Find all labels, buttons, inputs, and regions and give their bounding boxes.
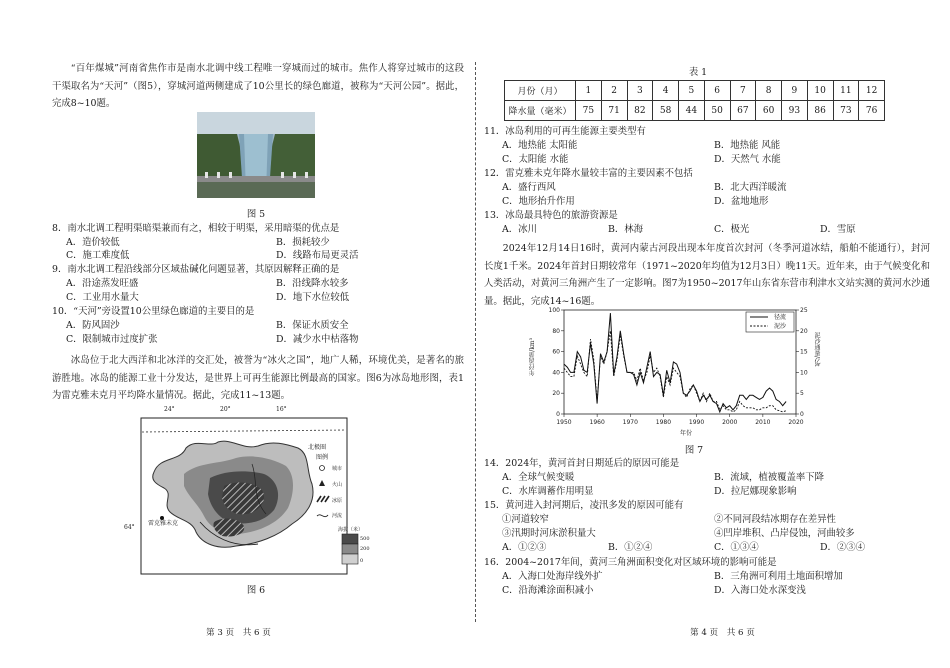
y-right-tick-label: 10: [800, 369, 808, 377]
x-axis-label: 年份: [680, 430, 693, 437]
table-cell-value: 58: [653, 101, 679, 121]
question-13-option-a[interactable]: A．冰川: [502, 224, 537, 235]
question-15-option-d[interactable]: D．②③④: [820, 542, 866, 553]
figure-6-iceland-map: [124, 404, 372, 576]
question-10-option-b[interactable]: B．保证水质安全: [276, 320, 349, 331]
question-9-option-a[interactable]: A．沿途蒸发旺盛: [66, 278, 139, 289]
longitude-label-20: 20°: [220, 406, 231, 413]
left-page-footer: 第 3 页 共 6 页: [206, 628, 271, 638]
table-header-month: 月份（月）: [505, 81, 576, 101]
question-12-option-a[interactable]: A．盛行西风: [502, 182, 556, 193]
legend-sediment-label: 泥沙: [774, 323, 787, 330]
table-cell-value: 73: [833, 101, 859, 121]
table-cell-month: 4: [653, 81, 679, 101]
table-cell-month: 3: [627, 81, 653, 101]
table-cell-value: 93: [782, 101, 808, 121]
table-1-title: 表 1: [688, 67, 708, 78]
question-16-stem: 16．2004~2017年间，黄河三角洲面积变化对区域环境的影响可能是: [484, 557, 777, 568]
y-left-tick-label: 60: [552, 348, 560, 356]
question-15-option-a[interactable]: A．①②③: [502, 542, 547, 553]
question-10-option-d[interactable]: D．减少水中枯落物: [276, 334, 359, 345]
question-13-option-c[interactable]: C．极光: [714, 224, 750, 235]
x-tick-label: 2020: [788, 419, 804, 426]
question-15-item-2: ②不同河段结冰期存在差异性: [714, 514, 836, 525]
figure-7-caption: 图 7: [684, 445, 704, 456]
question-10-option-c[interactable]: C．限制城市过度扩张: [66, 334, 158, 345]
table-cell-value: 67: [730, 101, 756, 121]
question-16-option-d[interactable]: D．入海口处水深变浅: [714, 585, 806, 596]
elevation-200: 200: [360, 546, 370, 552]
question-15-option-b[interactable]: B．①②④: [608, 542, 653, 553]
y-right-tick-label: 25: [800, 307, 808, 314]
x-tick-label: 2000: [722, 419, 738, 426]
question-8-option-d[interactable]: D．线路布局更灵活: [276, 250, 359, 261]
question-10-stem: 10．“天河”旁设置10公里绿色廊道的主要目的是: [52, 306, 255, 317]
question-16-option-a[interactable]: A．入海口处海岸线外扩: [502, 571, 603, 582]
table-cell-month: 10: [807, 81, 833, 101]
table-cell-value: 44: [679, 101, 705, 121]
y-left-tick-label: 80: [552, 327, 560, 335]
question-12-option-c[interactable]: C．地形抬升作用: [502, 196, 575, 207]
question-8-option-c[interactable]: C．施工难度低: [66, 250, 130, 261]
table-cell-month: 7: [730, 81, 756, 101]
table-row-months: [505, 81, 885, 101]
table-cell-value: 50: [704, 101, 730, 121]
question-10-option-a[interactable]: A．防风固沙: [66, 320, 120, 331]
y-left-tick-label: 100: [548, 307, 560, 314]
y-right-tick-label: 5: [800, 390, 804, 398]
question-12-option-d[interactable]: D．盆地地形: [714, 196, 769, 207]
y-left-tick-label: 40: [552, 369, 560, 377]
right-page-footer: 第 4 页 共 6 页: [690, 628, 755, 638]
question-14-option-d[interactable]: D．拉尼娜现象影响: [714, 486, 797, 497]
question-15-stem: 15．黄河进入封河期后，凌汛多发的原因可能有: [484, 500, 684, 511]
table-cell-value: 60: [756, 101, 782, 121]
question-15-option-c[interactable]: C．①③④: [714, 542, 759, 553]
table-cell-month: 12: [859, 81, 885, 101]
legend-runoff-label: 径流: [774, 314, 787, 321]
y-axis-left-label: 年径流量/km³: [529, 338, 536, 376]
intro-passage-tianhe: “百年煤城”河南省焦作市是南水北调中线工程唯一穿城而过的城市。焦作人将穿过城市的这段干渠取名为“天河”（图5），穿城河道两侧建成了10公里长的绿色廊道，被称为“天河公园”。据此，完成8~10题。: [52, 63, 464, 109]
elevation-legend-title: 海拔（米）: [338, 527, 364, 533]
question-15-item-1: ①河道较窄: [502, 514, 549, 525]
question-16-option-c[interactable]: C．沿海滩涂面积减小: [502, 585, 594, 596]
elevation-0: 0: [360, 558, 364, 564]
question-8-option-a[interactable]: A．造价较低: [66, 237, 120, 248]
legend-title: 图例: [316, 454, 329, 461]
y-left-tick-label: 0: [556, 411, 560, 418]
longitude-label-24: 24°: [164, 406, 175, 413]
question-14-option-b[interactable]: B．流域，植被覆盖率下降: [714, 472, 825, 483]
x-tick-label: 1990: [688, 419, 705, 426]
figure-5-photo: [197, 112, 315, 198]
table-header-precipitation: 降水量（毫米）: [505, 101, 576, 121]
precipitation-table: [504, 80, 885, 121]
question-11-option-a[interactable]: A．地热能 太阳能: [502, 140, 578, 151]
table-cell-value: 76: [859, 101, 885, 121]
runoff-sediment-chart: [542, 302, 842, 438]
y-left-tick-label: 20: [552, 390, 560, 398]
question-14-option-a[interactable]: A．全球气候变暖: [502, 472, 575, 483]
question-13-option-d[interactable]: D．雪原: [820, 224, 856, 235]
table-cell-month: 2: [601, 81, 627, 101]
table-cell-value: 86: [807, 101, 833, 121]
question-11-stem: 11．冰岛利用的可再生能源主要类型有: [484, 126, 646, 137]
question-9-option-c[interactable]: C．工业用水量大: [66, 292, 139, 303]
x-tick-label: 1960: [589, 419, 605, 426]
legend-glacier-label: 冰原: [332, 498, 343, 504]
x-tick-label: 1970: [622, 419, 638, 426]
question-9-option-b[interactable]: B．沿线降水较多: [276, 278, 349, 289]
legend-box: [746, 312, 794, 332]
latitude-label-64: 64°: [124, 524, 135, 531]
table-cell-month: 6: [704, 81, 730, 101]
y-right-tick-label: 15: [800, 348, 808, 356]
table-cell-value: 82: [627, 101, 653, 121]
page-divider: [475, 62, 476, 622]
elevation-500: 500: [360, 536, 370, 542]
table-cell-value: 75: [576, 101, 602, 121]
table-cell-value: 71: [601, 101, 627, 121]
x-tick-label: 2010: [755, 419, 771, 426]
question-12-stem: 12．雷克雅未克年降水量较丰富的主要因素不包括: [484, 168, 693, 179]
left-page: [0, 0, 474, 668]
question-15-item-3: ③汛期时河床淤积量大: [502, 528, 596, 539]
table-row-precipitation: [505, 101, 885, 121]
x-tick-label: 1980: [655, 419, 672, 426]
arctic-circle-label: 北极圈: [308, 444, 327, 451]
intro-passage-yellow-river: 2024年12月14日16时，黄河内蒙古河段出现本年度首次封河（冬季河道冰结，船舶不能通行），封河长度1千米。2024年首封日期较常年（1971~2020年均值为12月3日）晚11天。近年来，由于气候变化和人类活动，对黄河三角洲产生了一定影响。图7为1950~2017年山东省东营市利津水文站实测的黄河水沙通量。据此，完成14~16题。: [484, 243, 930, 307]
question-9-option-d[interactable]: D．地下水位较低: [276, 292, 350, 303]
legend-volcano-label: 火山: [332, 482, 343, 488]
longitude-label-16: 16°: [276, 406, 287, 413]
reykjavik-label: 雷克雅未克: [148, 520, 179, 527]
question-8-stem: 8．南水北调工程明渠暗渠兼而有之，相较于明渠，采用暗渠的优点是: [52, 223, 340, 234]
y-axis-right-label: 泥沙通量/亿t: [813, 332, 820, 367]
question-13-stem: 13．冰岛最具特色的旅游资源是: [484, 210, 618, 221]
y-right-tick-label: 20: [800, 327, 808, 335]
question-15-item-4: ④凹岸堆积、凸岸侵蚀，河曲较多: [714, 528, 855, 539]
question-14-stem: 14．2024年，黄河首封日期延后的原因可能是: [484, 458, 680, 469]
table-cell-month: 5: [679, 81, 705, 101]
question-11-option-c[interactable]: C．太阳能 水能: [502, 154, 569, 165]
figure-5-caption: 图 5: [246, 209, 266, 220]
figure-6-caption: 图 6: [246, 585, 266, 596]
x-tick-label: 1950: [556, 419, 572, 426]
question-8-option-b[interactable]: B．损耗较少: [276, 237, 330, 248]
y-right-tick-label: 0: [800, 411, 804, 418]
question-11-option-d[interactable]: D．天然气 水能: [714, 154, 781, 165]
legend-river-label: 河流: [332, 513, 343, 519]
question-16-option-b[interactable]: B．三角洲可利用土地面积增加: [714, 571, 843, 582]
question-12-option-b[interactable]: B．北大西洋暖流: [714, 182, 787, 193]
intro-passage-iceland: 冰岛位于北大西洋和北冰洋的交汇处，被誉为“冰火之国”，地广人稀，环境优美，是著名的旅游胜地。冰岛的能源工业十分发达，是世界上可再生能源比例最高的国家。图6为冰岛地形图，表1为雷克雅未克月平均降水量情况。据此，完成11~13题。: [52, 355, 464, 401]
question-14-option-c[interactable]: C．水库调蓄作用明显: [502, 486, 594, 497]
table-cell-month: 8: [756, 81, 782, 101]
figure-7-chart: [529, 302, 842, 438]
table-cell-month: 9: [782, 81, 808, 101]
right-page: [478, 0, 950, 668]
table-cell-month: 1: [576, 81, 602, 101]
question-13-option-b[interactable]: B．林海: [608, 224, 644, 235]
question-11-option-b[interactable]: B．地热能 风能: [714, 140, 781, 151]
question-9-stem: 9．南水北调工程沿线部分区域盐碱化问题显著，其原因解释正确的是: [52, 264, 340, 275]
table-cell-month: 11: [833, 81, 859, 101]
legend-city-label: 城市: [332, 466, 343, 472]
